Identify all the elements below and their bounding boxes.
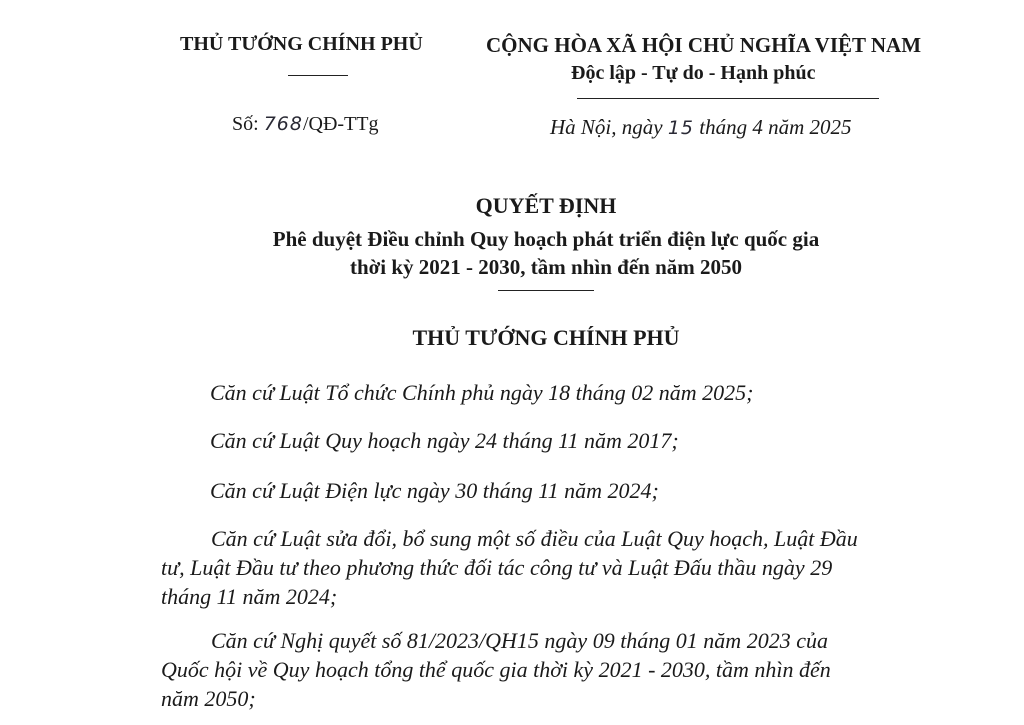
paragraph-line: Căn cứ Nghị quyết số 81/2023/QH15 ngày 09 tháng 01 năm 2023 của — [211, 628, 828, 653]
reference-prefix: Số: — [232, 113, 259, 135]
paragraph-line: Quốc hội về Quy hoạch tổng thể quốc gia thời kỳ 2021 - 2030, tầm nhìn đến — [161, 657, 831, 682]
date-prefix: Hà Nội, ngày — [550, 115, 663, 139]
reference-suffix: /QĐ-TTg — [302, 113, 379, 135]
paragraph-line: Căn cứ Luật Quy hoạch ngày 24 tháng 11 năm 2017; — [210, 428, 679, 453]
paragraph-line: năm 2050; — [161, 686, 256, 711]
legal-basis-paragraph — [210, 378, 753, 407]
legal-basis-paragraph — [161, 626, 831, 713]
paragraph-line: Căn cứ Luật sửa đổi, bổ sung một số điều của Luật Quy hoạch, Luật Đầu — [211, 526, 858, 551]
issuing-authority: THỦ TƯỚNG CHÍNH PHỦ — [180, 33, 423, 55]
paragraph-line: Căn cứ Luật Tổ chức Chính phủ ngày 18 tháng 02 năm 2025; — [210, 380, 754, 405]
issuer-underline — [288, 75, 348, 76]
date-suffix: tháng 4 năm 2025 — [699, 115, 852, 139]
title-underline — [498, 290, 594, 291]
handwritten-number: 768 — [263, 113, 303, 135]
legal-basis-paragraph — [161, 524, 858, 611]
motto-underline — [577, 98, 879, 99]
legal-basis-paragraph — [210, 476, 659, 505]
date-line — [550, 115, 852, 140]
legal-basis-paragraph — [210, 426, 679, 455]
decision-subtitle-line1: Phê duyệt Điều chỉnh Quy hoạch phát triển điện lực quốc gia — [272, 227, 820, 251]
decision-title: QUYẾT ĐỊNH — [475, 193, 617, 218]
national-title: CỘNG HÒA XÃ HỘI CHỦ NGHĨA VIỆT NAM — [486, 33, 922, 57]
handwritten-day: 15 — [667, 117, 695, 139]
paragraph-line: tháng 11 năm 2024; — [161, 584, 338, 609]
decision-subtitle-line2: thời kỳ 2021 - 2030, tầm nhìn đến năm 2050 — [349, 255, 743, 279]
national-motto: Độc lập - Tự do - Hạnh phúc — [571, 62, 816, 84]
paragraph-line: tư, Luật Đầu tư theo phương thức đối tác công tư và Luật Đấu thầu ngày 29 — [161, 555, 833, 580]
authority-heading: THỦ TƯỚNG CHÍNH PHỦ — [412, 325, 680, 350]
reference-number — [232, 113, 379, 136]
paragraph-line: Căn cứ Luật Điện lực ngày 30 tháng 11 năm 2024; — [210, 478, 659, 503]
